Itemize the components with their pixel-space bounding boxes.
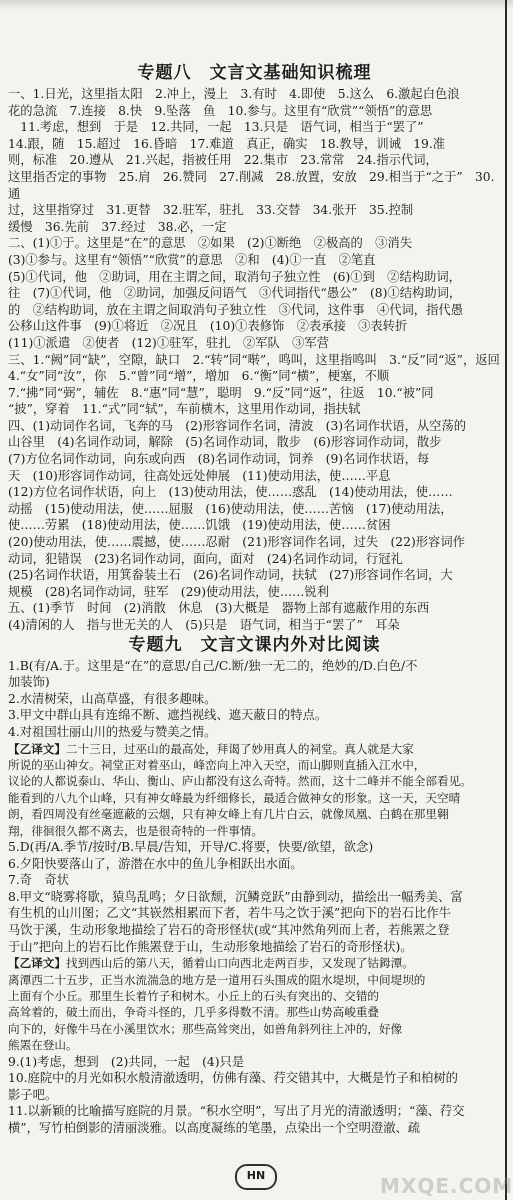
text-line: (20)使动用法，使……震撼，使……忍耐 (21)形容词作名词，过失 (22)形容词作: [8, 535, 465, 550]
text-line: 横”，写竹柏倒影的清丽淡雅。以高度凝练的笔墨，点染出一个空明澄澈、疏: [8, 1120, 421, 1135]
section8-title: 专题八 文言文基础知识梳理: [137, 63, 372, 83]
text-line: 4.对祖国壮丽山川的热爱与赞美之情。: [8, 724, 217, 739]
binding-edge-line: [505, 0, 507, 1200]
section9-body: [8, 658, 501, 1137]
text-line: (4)清闲的人 指与世无关的人 (5)只是 语气词，相当于“罢了” 耳朵: [8, 618, 400, 632]
text-line: 过，这里指穿过 31.更替 32.驻军，驻扎 33.交替 34.张开 35.控制: [8, 203, 414, 218]
text-line: 6.夕阳快要落山了，游潜在水中的鱼儿争相跃出水面。: [8, 856, 303, 871]
text-line: 山谷里 (4)名词作动词，解除 (5)名词作动词，散步 (6)形容词作动词，散步: [8, 435, 442, 450]
section8-body: [8, 86, 501, 634]
text-line: 花的急流 7.连接 8.快 9.坠落 鱼 10.参与。这里有“欣赏”“领悟”的意思: [8, 103, 433, 118]
watermark-text: MXQE.COM: [380, 1174, 513, 1198]
text-line: 这里指否定的事物 25.肩 26.赞同 27.削减 28.放置，安放 29.相当于“之于” 30.通: [8, 169, 495, 201]
text-line: 14.跟，随 15.超过 16.昏暗 17.难道 真正，确实 18.教导，训诫 19.准: [8, 136, 446, 151]
publisher-badge: HN: [235, 1164, 277, 1190]
translation-tag: 【乙译文】: [8, 741, 66, 756]
text-line: (5)①代词，他 ②助词，用在主谓之间，取消句子独立性 (6)①到 ②结构助词，: [8, 269, 461, 284]
text-line: (12)方位名词作状语，向上 (13)使动用法，使……惑乱 (14)使动用法，使……: [8, 485, 453, 500]
text-line: 1.B(有/A.于。这里是“在”的意思/自己/C.断/独一无二的，绝妙的/D.白色/不: [8, 658, 418, 673]
site-watermark: [380, 1144, 513, 1198]
text-line: 三、1.“阙”同“缺”，空隙，缺口 2.“转”同“啭”，鸣叫，这里指鸣叫 3.“反”同“返”，返回: [8, 352, 500, 367]
text-line: 8.甲文“晓雾将歇，猿鸟乱鸣；夕日欲颓，沉鳞竞跃”由静到动，描绘出一幅秀美、富: [8, 889, 463, 904]
text-line: 则，标准 20.遵从 21.兴起，指被任用 22.集市 23.常常 24.指示代词，: [8, 153, 438, 168]
text-line: 11.考虑，想到 于是 12.共同，一起 13.只是 语气词，相当于“罢了”: [8, 120, 424, 135]
text-line: 规模 (28)名词作动词，驻军 (29)使动用法，使……锐利: [8, 584, 330, 599]
page-top-shadow: [0, 0, 513, 10]
text-line: 四、(1)动词作名词，飞奔的马 (2)形容词作名词，清波 (3)名词作状语，从空荡的: [8, 418, 467, 433]
text-line: 加装饰): [8, 675, 50, 690]
translation-block: [8, 741, 501, 839]
text-line: 2.水清树荣，山高草盛，有很多趣味。: [8, 691, 217, 706]
text-line: 于山”把向上的岩石比作熊罴登于山，生动形象地描绘了岩石的奇形怪状)。: [8, 939, 413, 954]
text-line: 有生机的山川图；乙文“其嵚然相累而下者，若牛马之饮于溪”把向下的岩石比作牛: [8, 906, 451, 921]
text-line: 往 (7)①代词，他 ②助词，加强反问语气 ③代词指代“愚公” (8)①结构助词，: [8, 286, 462, 301]
text-line: 11.以新颖的比喻描写庭院的月景。“积水空明”，写出了月光的清澈透明；“藻、荇交: [8, 1104, 465, 1119]
text-line: (25)名词作状语，用箕畚装土石 (26)名词作动词，扶轼 (27)形容词作名词，大: [8, 568, 453, 583]
translation-block: [8, 955, 501, 1053]
text-line: 动词，犯错误 (23)名词作动词，面向，面对 (24)名词作动词，行冠礼: [8, 551, 403, 566]
text-line: 缓慢 36.先前 37.经过 38.必，一定: [8, 219, 227, 234]
text-line: 动摇 (15)使动用法，使……屈服 (16)使动用法，使……苦恼 (17)使动用法，: [8, 501, 453, 516]
text-line: 7.“拂”同“弼”，辅佐 8.“惠”同“慧”，聪明 9.“反”同“返”，往返 10.“被”同: [8, 385, 434, 400]
translation-text: 找到西山后的第八天，循着山口向西北走两百步，又发现了钴鉧潭。 离潭西二十五步，正当水流湍急的地方是一道用石头围成的阻水堤坝，中间堤坝的 上面有个小丘。那里生长着竹子和树木。小丘上的石头有突出的、交错的 高耸着的，破土而出，争奇斗怪的，几乎多得数不清。那些山势高峻重叠 向下的，好像牛马在小溪里饮水；那些高耸突出，如兽角斜列往上冲的，好像 熊罴在登山。: [8, 956, 426, 1053]
text-line: 二、(1)①于。这里是“在”的意思 ②如果 (2)①断绝 ②极高的 ③消失: [8, 236, 413, 251]
text-line: 影子吧。: [8, 1087, 58, 1102]
text-line: 5.D(再/A.季节/按时/B.早晨/告知，开导/C.将要，快要/欲望，欲念): [8, 840, 374, 854]
text-line: 9.(1)考虑，想到 (2)共同，一起 (4)只是: [8, 1054, 245, 1069]
text-line: 4.“女”同“汝”，你 5.“曾”同“增”，增加 6.“衡”同“横”，梗塞，不顺: [8, 369, 390, 384]
text-line: 3.甲文中群山具有连绵不断、遮挡视线、遮天蔽日的特点。: [8, 708, 328, 723]
text-line: (3)①参与。这里有“领悟”“欣赏”的意思 ②和 (4)①一直 ②笔直: [8, 252, 376, 267]
section9-title: 专题九 文言文课内外对比阅读: [128, 634, 381, 655]
translation-tag: 【乙译文】: [8, 956, 66, 971]
text-line: 公移山这件事 (9)①将近 ②况且 (10)①表修饰 ②表承接 ③表转折: [8, 319, 408, 334]
text-line: 7.奇 奇状: [8, 873, 69, 888]
text-line: 的 ②结构助词，放在主谓之间取消句子独立性 ③代词，这件事 ④代词，指代愚: [8, 302, 463, 317]
text-line: 10.庭院中的月光如积水般清澈透明，仿佛有藻、荇交错其中，大概是竹子和柏树的: [8, 1071, 458, 1086]
text-line: 天 (10)形容词作动词，往高处远处伸展 (11)使动用法，使……平息: [8, 468, 391, 483]
text-line: (11)①派遣 ②使者 (12)①驻军，驻扎 ②军队 ③军营: [8, 335, 330, 350]
text-line: (7)方位名词作动词，向东或向西 (8)名词作动词，饲养 (9)名词作状语，每: [8, 452, 430, 467]
text-line: “披”，穿着 11.“式”同“轼”，车前横木，这里用作动词，指扶轼: [8, 402, 361, 417]
text-line: 五、(1)季节 时间 (2)消散 休息 (3)大概是 器物上部有遮蔽作用的东西: [8, 601, 430, 616]
translation-text: 二十三日，过巫山的最高处，拜谒了妙用真人的祠堂。真人就是大家 所说的巫山神女。祠堂正对着巫山，峰峦向上冲入天空，而山脚则直插入江水中， 议论的人都说泰山、华山、衡山、庐山都没有这么奇特。然而，这十二峰并不能全部看见。 能看到的八九个山峰，只有神女峰最为纤细修长，最适合做神女的形象。这一天，天空晴 朗，看四周没有丝毫遮蔽的云烟，只有神女峰上有几片白云，就像凤凰、白鹤在那里翱 翔，徘徊很久都不离去，也是很奇特的一件事情。: [8, 741, 472, 838]
text-line: 马饮于溪，生动形象地描绘了岩石的奇形怪状(或“其冲然角列而上者，若熊罴之登: [8, 922, 450, 937]
text-line: 一、1.日光，这里指太阳 2.冲上，漫上 3.有时 4.即使 5.这么 6.激起白色浪: [8, 87, 460, 101]
text-line: 使……劳累 (18)使动用法，使……饥饿 (19)使动用法，使……贫困: [8, 518, 391, 533]
